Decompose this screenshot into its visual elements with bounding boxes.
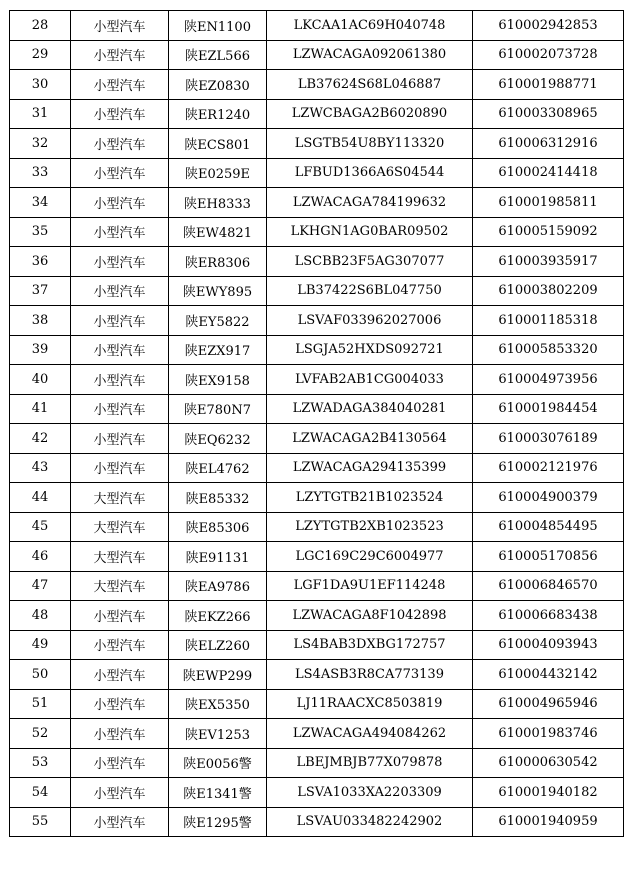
row-number-cell: 31 (10, 99, 71, 129)
registration-id-cell: 610005159092 (473, 217, 624, 247)
registration-id-cell: 610006683438 (473, 601, 624, 631)
row-number-cell: 35 (10, 217, 71, 247)
table-row (10, 276, 624, 306)
plate-number-cell: 陕EZL566 (169, 40, 267, 70)
plate-number-cell: 陕E0056警 (169, 748, 267, 778)
table-row (10, 70, 624, 100)
table-row (10, 158, 624, 188)
plate-number-cell: 陕E1295警 (169, 807, 267, 837)
vehicle-type-cell: 小型汽车 (71, 129, 169, 159)
vehicle-type-cell: 小型汽车 (71, 70, 169, 100)
registration-id-cell: 610001940959 (473, 807, 624, 837)
row-number-cell: 48 (10, 601, 71, 631)
vin-cell: LSGTB54U8BY113320 (267, 129, 473, 159)
plate-number-cell: 陕E0259E (169, 158, 267, 188)
vehicle-type-cell: 小型汽车 (71, 689, 169, 719)
table-row (10, 571, 624, 601)
vehicle-type-cell: 小型汽车 (71, 748, 169, 778)
vehicle-type-cell: 小型汽车 (71, 453, 169, 483)
row-number-cell: 36 (10, 247, 71, 277)
table-row (10, 719, 624, 749)
vin-cell: LB37422S6BL047750 (267, 276, 473, 306)
vehicle-type-cell: 小型汽车 (71, 424, 169, 454)
plate-number-cell: 陕E91131 (169, 542, 267, 572)
plate-number-cell: 陕E85306 (169, 512, 267, 542)
registration-id-cell: 610000630542 (473, 748, 624, 778)
row-number-cell: 47 (10, 571, 71, 601)
vin-cell: LZWACAGA294135399 (267, 453, 473, 483)
vin-cell: LKHGN1AG0BAR09502 (267, 217, 473, 247)
vin-cell: LSVAU033482242902 (267, 807, 473, 837)
vin-cell: LSVA1033XA2203309 (267, 778, 473, 808)
registration-id-cell: 610003076189 (473, 424, 624, 454)
vehicle-type-cell: 小型汽车 (71, 217, 169, 247)
plate-number-cell: 陕EY5822 (169, 306, 267, 336)
plate-number-cell: 陕EX9158 (169, 365, 267, 395)
vehicle-type-cell: 小型汽车 (71, 188, 169, 218)
row-number-cell: 53 (10, 748, 71, 778)
vehicle-type-cell: 小型汽车 (71, 630, 169, 660)
row-number-cell: 34 (10, 188, 71, 218)
registration-id-cell: 610004854495 (473, 512, 624, 542)
vin-cell: LZWACAGA8F1042898 (267, 601, 473, 631)
registration-id-cell: 610002414418 (473, 158, 624, 188)
vin-cell: LSGJA52HXDS092721 (267, 335, 473, 365)
vin-cell: LZYTGTB2XB1023523 (267, 512, 473, 542)
registration-id-cell: 610004093943 (473, 630, 624, 660)
registration-id-cell: 610001988771 (473, 70, 624, 100)
vin-cell: LZWCBAGA2B6020890 (267, 99, 473, 129)
registration-id-cell: 610005170856 (473, 542, 624, 572)
vehicle-type-cell: 小型汽车 (71, 335, 169, 365)
registration-id-cell: 610003308965 (473, 99, 624, 129)
vin-cell: LVFAB2AB1CG004033 (267, 365, 473, 395)
registration-id-cell: 610003802209 (473, 276, 624, 306)
vehicle-type-cell: 小型汽车 (71, 778, 169, 808)
table-row (10, 689, 624, 719)
vehicle-type-cell: 小型汽车 (71, 365, 169, 395)
table-row (10, 660, 624, 690)
registration-id-cell: 610001984454 (473, 394, 624, 424)
plate-number-cell: 陕EX5350 (169, 689, 267, 719)
row-number-cell: 44 (10, 483, 71, 513)
row-number-cell: 30 (10, 70, 71, 100)
row-number-cell: 41 (10, 394, 71, 424)
registration-id-cell: 610001185318 (473, 306, 624, 336)
vin-cell: LBEJMBJB77X079878 (267, 748, 473, 778)
vin-cell: LGC169C29C6004977 (267, 542, 473, 572)
plate-number-cell: 陕ER8306 (169, 247, 267, 277)
plate-number-cell: 陕EZX917 (169, 335, 267, 365)
plate-number-cell: 陕ER1240 (169, 99, 267, 129)
table-row (10, 424, 624, 454)
row-number-cell: 28 (10, 11, 71, 41)
vin-cell: LS4BAB3DXBG172757 (267, 630, 473, 660)
vehicle-type-cell: 小型汽车 (71, 11, 169, 41)
vehicle-type-cell: 小型汽车 (71, 276, 169, 306)
registration-id-cell: 610002121976 (473, 453, 624, 483)
table-row (10, 188, 624, 218)
registration-id-cell: 610001940182 (473, 778, 624, 808)
vehicle-type-cell: 小型汽车 (71, 158, 169, 188)
plate-number-cell: 陕E85332 (169, 483, 267, 513)
plate-number-cell: 陕EN1100 (169, 11, 267, 41)
plate-number-cell: 陕EKZ266 (169, 601, 267, 631)
table-row (10, 247, 624, 277)
row-number-cell: 42 (10, 424, 71, 454)
registration-id-cell: 610002942853 (473, 11, 624, 41)
registration-id-cell: 610006846570 (473, 571, 624, 601)
vehicle-type-cell: 小型汽车 (71, 394, 169, 424)
vehicle-type-cell: 小型汽车 (71, 306, 169, 336)
vin-cell: LB37624S68L046887 (267, 70, 473, 100)
plate-number-cell: 陕EQ6232 (169, 424, 267, 454)
vehicle-type-cell: 小型汽车 (71, 719, 169, 749)
registration-id-cell: 610002073728 (473, 40, 624, 70)
plate-number-cell: 陕EA9786 (169, 571, 267, 601)
table-row (10, 542, 624, 572)
plate-number-cell: 陕E780N7 (169, 394, 267, 424)
table-row (10, 748, 624, 778)
table-row (10, 453, 624, 483)
table-row (10, 99, 624, 129)
registration-id-cell: 610001983746 (473, 719, 624, 749)
table-row (10, 335, 624, 365)
row-number-cell: 33 (10, 158, 71, 188)
plate-number-cell: 陕EL4762 (169, 453, 267, 483)
table-row (10, 483, 624, 513)
registration-id-cell: 610003935917 (473, 247, 624, 277)
vin-cell: LZWACAGA494084262 (267, 719, 473, 749)
row-number-cell: 38 (10, 306, 71, 336)
plate-number-cell: 陕ELZ260 (169, 630, 267, 660)
row-number-cell: 54 (10, 778, 71, 808)
table-row (10, 40, 624, 70)
row-number-cell: 32 (10, 129, 71, 159)
plate-number-cell: 陕EV1253 (169, 719, 267, 749)
plate-number-cell: 陕EW4821 (169, 217, 267, 247)
plate-number-cell: 陕E1341警 (169, 778, 267, 808)
vin-cell: LZWACAGA092061380 (267, 40, 473, 70)
table-row (10, 365, 624, 395)
vehicle-type-cell: 大型汽车 (71, 483, 169, 513)
vin-cell: LSVAF033962027006 (267, 306, 473, 336)
plate-number-cell: 陕ECS801 (169, 129, 267, 159)
table-row (10, 217, 624, 247)
vehicle-type-cell: 大型汽车 (71, 542, 169, 572)
vin-cell: LGF1DA9U1EF114248 (267, 571, 473, 601)
row-number-cell: 39 (10, 335, 71, 365)
vin-cell: LKCAA1AC69H040748 (267, 11, 473, 41)
row-number-cell: 55 (10, 807, 71, 837)
row-number-cell: 52 (10, 719, 71, 749)
table-row (10, 11, 624, 41)
vin-cell: LFBUD1366A6S04544 (267, 158, 473, 188)
vehicle-type-cell: 小型汽车 (71, 660, 169, 690)
vehicle-type-cell: 小型汽车 (71, 807, 169, 837)
vin-cell: LS4ASB3R8CA773139 (267, 660, 473, 690)
table-row (10, 601, 624, 631)
registration-id-cell: 610004900379 (473, 483, 624, 513)
vehicle-type-cell: 小型汽车 (71, 99, 169, 129)
row-number-cell: 45 (10, 512, 71, 542)
registration-id-cell: 610005853320 (473, 335, 624, 365)
row-number-cell: 50 (10, 660, 71, 690)
row-number-cell: 49 (10, 630, 71, 660)
table-row (10, 129, 624, 159)
row-number-cell: 37 (10, 276, 71, 306)
table-row (10, 394, 624, 424)
vehicle-type-cell: 大型汽车 (71, 571, 169, 601)
vehicle-type-cell: 小型汽车 (71, 601, 169, 631)
vehicle-type-cell: 小型汽车 (71, 247, 169, 277)
row-number-cell: 51 (10, 689, 71, 719)
plate-number-cell: 陕EZ0830 (169, 70, 267, 100)
registration-id-cell: 610006312916 (473, 129, 624, 159)
vin-cell: LZWADAGA384040281 (267, 394, 473, 424)
table-row (10, 512, 624, 542)
row-number-cell: 46 (10, 542, 71, 572)
vehicle-table-body (10, 11, 624, 837)
table-row (10, 807, 624, 837)
registration-id-cell: 610004965946 (473, 689, 624, 719)
vin-cell: LZWACAGA784199632 (267, 188, 473, 218)
table-row (10, 778, 624, 808)
vehicle-table (9, 10, 624, 837)
plate-number-cell: 陕EWP299 (169, 660, 267, 690)
row-number-cell: 40 (10, 365, 71, 395)
registration-id-cell: 610004432142 (473, 660, 624, 690)
vin-cell: LSCBB23F5AG307077 (267, 247, 473, 277)
table-row (10, 306, 624, 336)
vehicle-type-cell: 大型汽车 (71, 512, 169, 542)
table-row (10, 630, 624, 660)
registration-id-cell: 610004973956 (473, 365, 624, 395)
plate-number-cell: 陕EWY895 (169, 276, 267, 306)
vin-cell: LZWACAGA2B4130564 (267, 424, 473, 454)
vin-cell: LZYTGTB21B1023524 (267, 483, 473, 513)
vehicle-type-cell: 小型汽车 (71, 40, 169, 70)
row-number-cell: 43 (10, 453, 71, 483)
vin-cell: LJ11RAACXC8503819 (267, 689, 473, 719)
registration-id-cell: 610001985811 (473, 188, 624, 218)
plate-number-cell: 陕EH8333 (169, 188, 267, 218)
row-number-cell: 29 (10, 40, 71, 70)
